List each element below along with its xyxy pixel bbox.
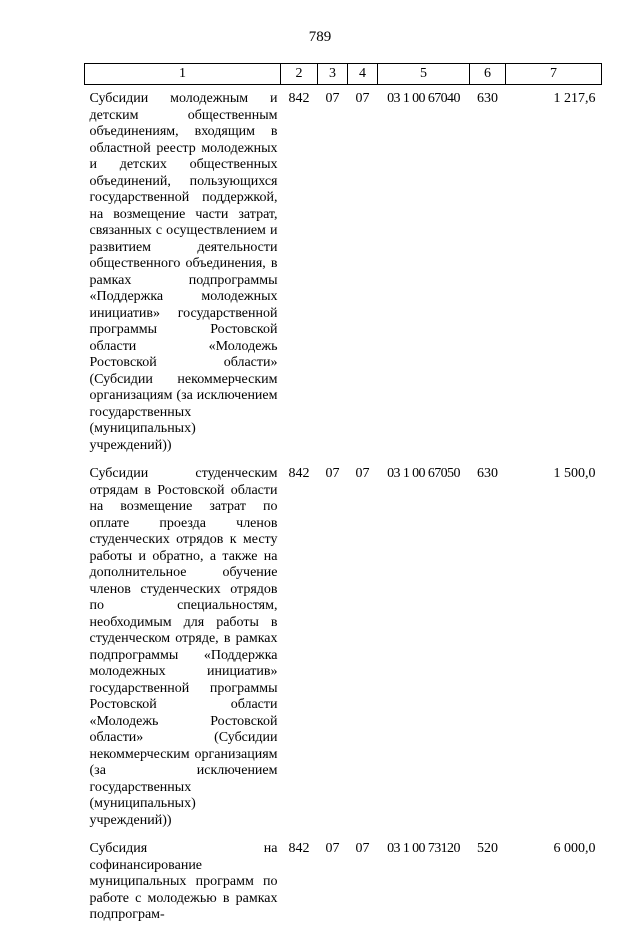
table-row <box>85 85 602 461</box>
row-ministry-code: 842 <box>288 91 310 106</box>
row-description: Субсидия на софинансирование муниципальных программ по работе с молодежью в рамках подпрограм- <box>89 841 278 922</box>
row-section-code: 07 <box>325 91 340 106</box>
table-row <box>85 835 602 930</box>
row-subsection-code: 07 <box>355 841 370 856</box>
row-amount: 1 500,0 <box>553 466 596 481</box>
row-expense-type: 520 <box>477 841 498 856</box>
row-amount: 1 217,6 <box>553 91 596 106</box>
row-target-article: 03 1 00 73120 <box>387 841 460 856</box>
header-row <box>85 64 602 85</box>
page-number: 789 <box>308 29 332 45</box>
row-target-article: 03 1 00 67040 <box>387 91 460 106</box>
row-expense-type: 630 <box>477 466 498 481</box>
row-amount: 6 000,0 <box>553 841 596 856</box>
row-description: Субсидии студенческим отрядам в Ростовской области на возмещение затрат по оплате проезда членов студенческих отрядов к месту работы и обратно, а также на дополнительное обучение членов студенческих отрядов по специальностям, необходимым для работы в студенческом отряде, в рамках подпрограммы «Поддержка молодежных инициатив» государственной программы Ростовской области «Молодежь Ростовской области» (Субсидии некоммерческим организациям (за исключением государственных (муниципальных) учреждений)) <box>89 466 278 828</box>
budget-table <box>84 63 602 930</box>
header-col-7: 7 <box>506 64 602 85</box>
row-section-code: 07 <box>325 466 340 481</box>
row-description: Субсидии молодежным и детским общественным объединениям, входящим в областной реестр молодежных и детских общественных объединений, пользующихся государственной поддержкой, на возмещение части затрат, связанных с осуществлением и развитием деятельности общественного объединения, в рамках подпрограммы «Поддержка молодежных инициатив» государственной программы Ростовской области «Молодежь Ростовской области» (Субсидии некоммерческим организациям (за исключением государственных (муниципальных) учреждений)) <box>89 91 278 453</box>
row-subsection-code: 07 <box>355 91 370 106</box>
header-col-4: 4 <box>348 64 378 85</box>
row-section-code: 07 <box>325 841 340 856</box>
row-subsection-code: 07 <box>355 466 370 481</box>
row-ministry-code: 842 <box>288 841 310 856</box>
header-col-3: 3 <box>318 64 348 85</box>
header-col-2: 2 <box>281 64 318 85</box>
header-col-5: 5 <box>378 64 470 85</box>
row-target-article: 03 1 00 67050 <box>387 466 460 481</box>
header-col-1: 1 <box>85 64 281 85</box>
table-row <box>85 460 602 835</box>
header-col-6: 6 <box>470 64 506 85</box>
row-expense-type: 630 <box>477 91 498 106</box>
row-ministry-code: 842 <box>288 466 310 481</box>
table-body <box>85 85 602 930</box>
table-header <box>85 64 602 85</box>
